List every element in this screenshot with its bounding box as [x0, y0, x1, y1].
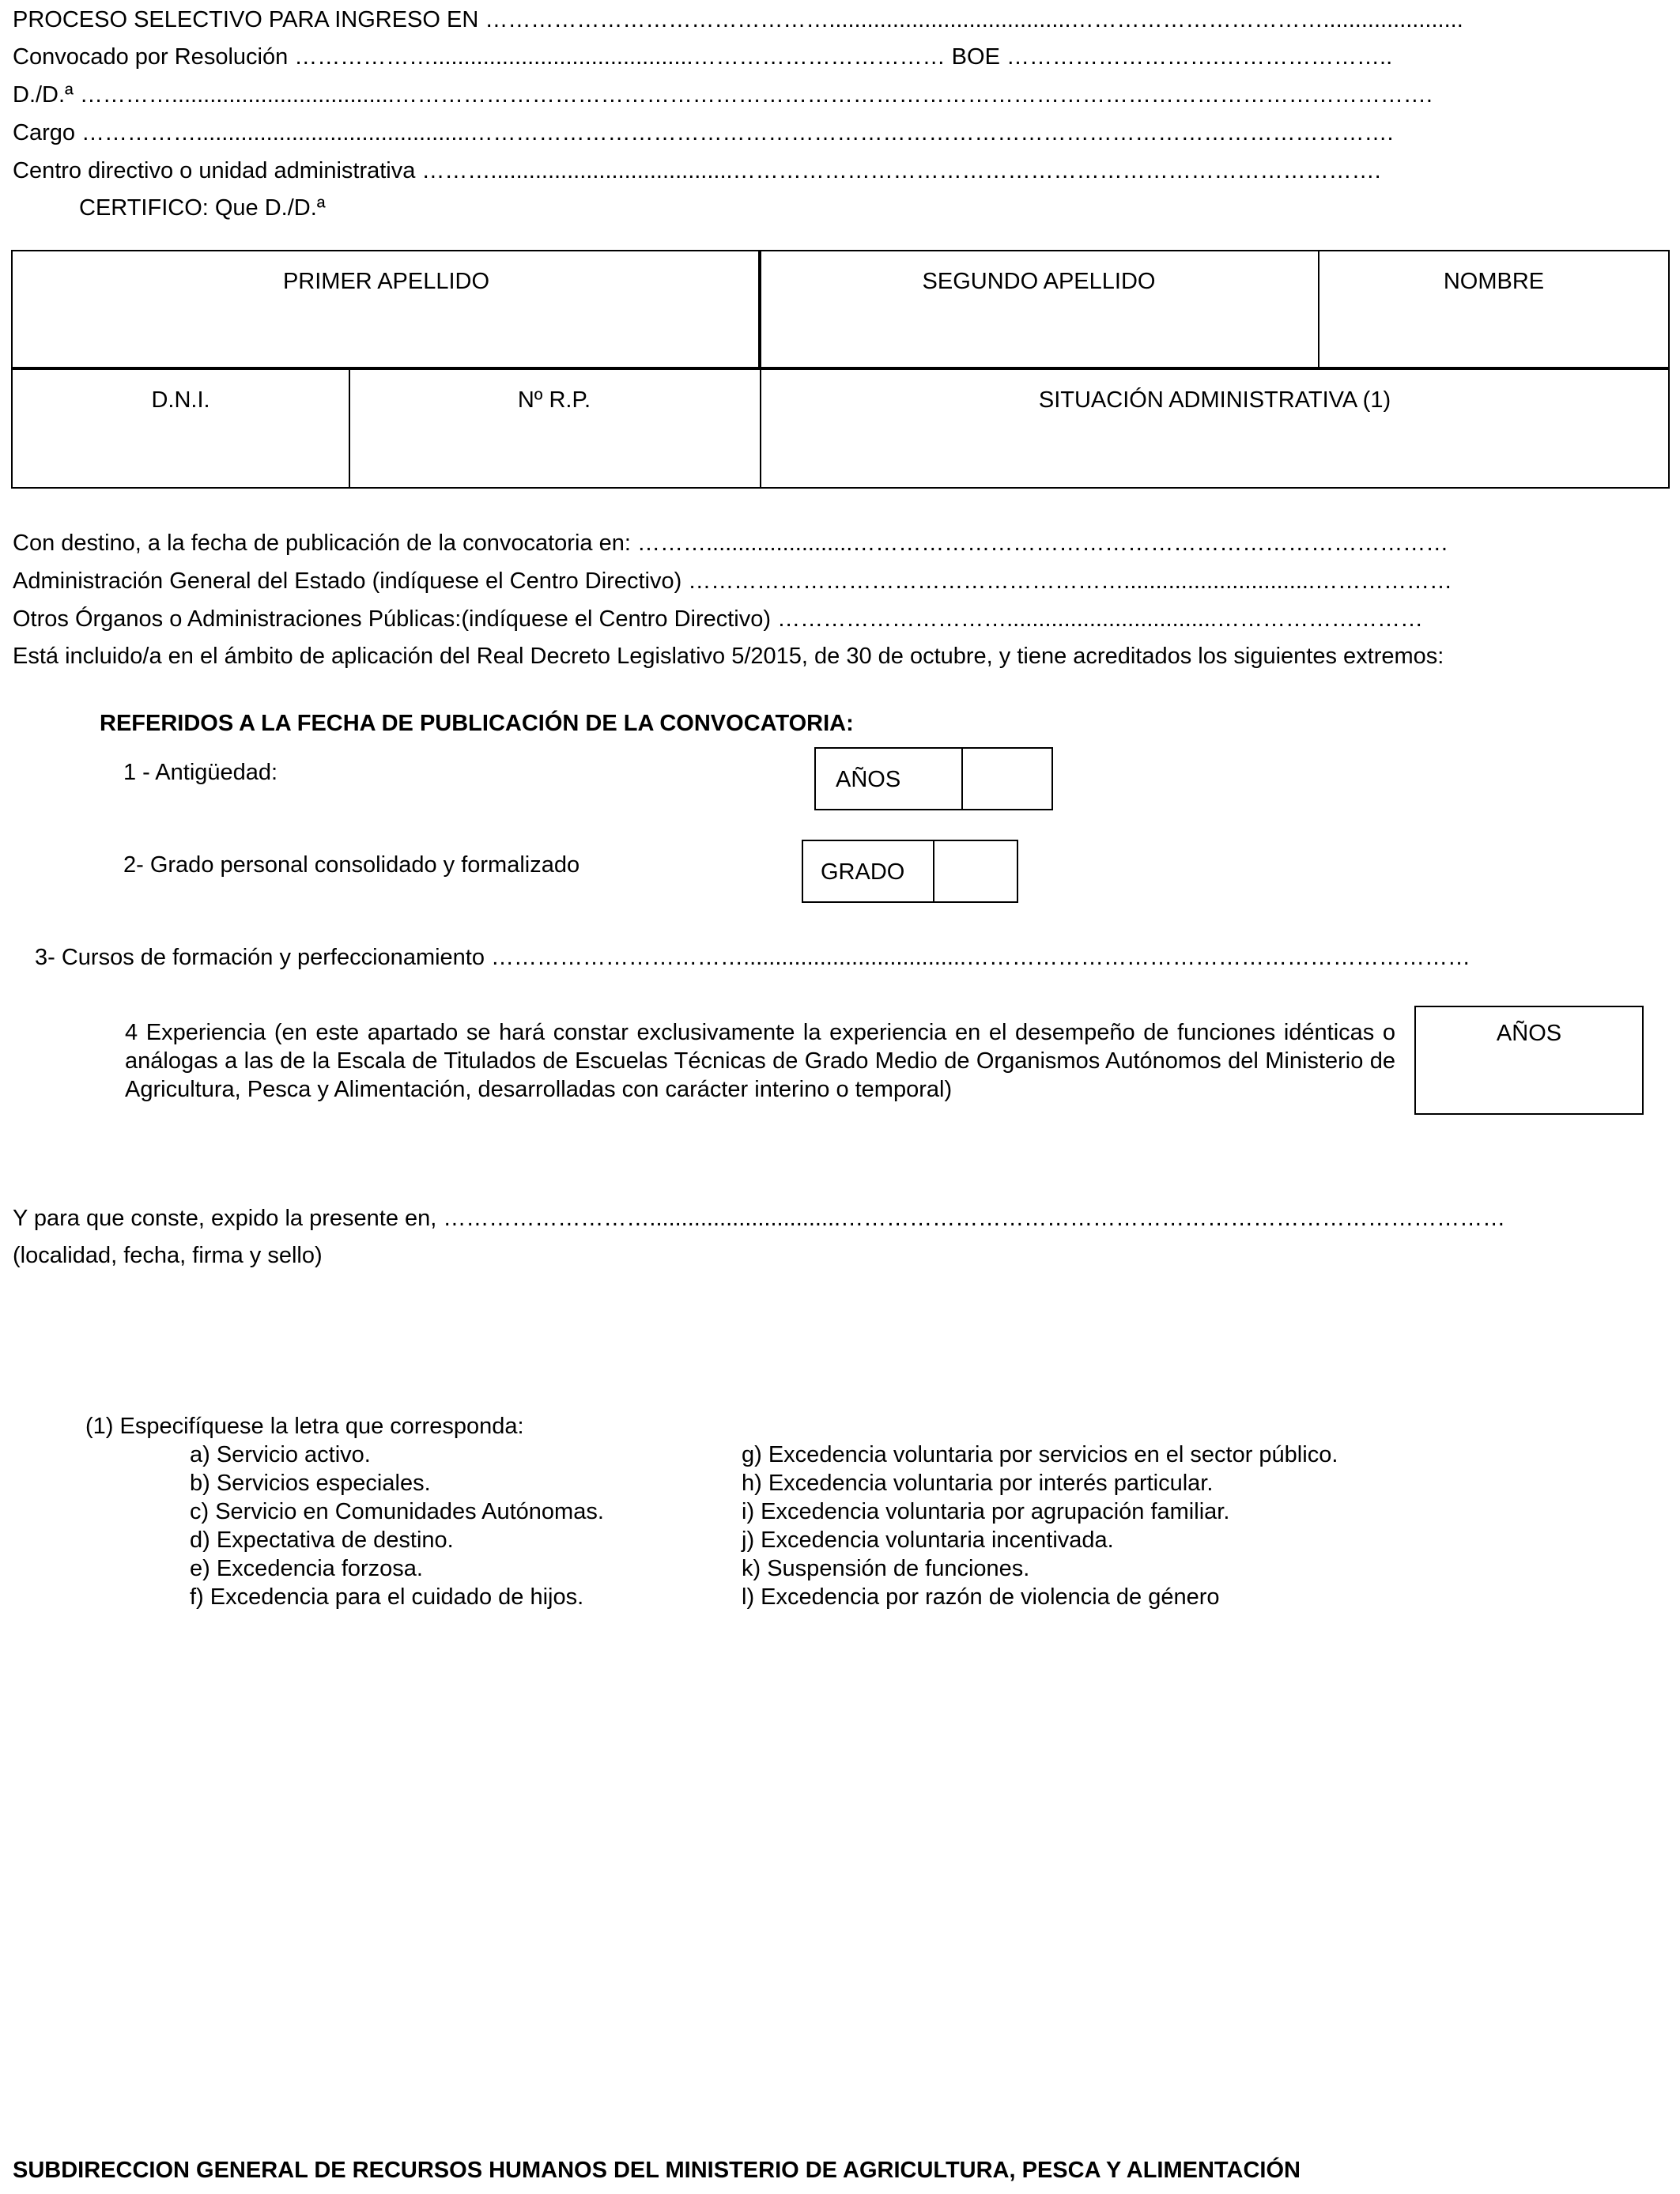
antiguedad-label: 1 - Antigüedad:: [123, 760, 278, 785]
legend-item: e) Excedencia forzosa.: [190, 1556, 423, 1581]
otros-line: Otros Órganos o Administraciones Públicas:(indíquese el Centro Directivo) ………………………….................................………………………: [13, 606, 1423, 632]
legend-item: g) Excedencia voluntaria por servicios en el sector público.: [742, 1442, 1338, 1467]
segundo-apellido-header: SEGUNDO APELLIDO: [922, 269, 1156, 294]
footer-text: SUBDIRECCION GENERAL DE RECURSOS HUMANOS DEL MINISTERIO DE AGRICULTURA, PESCA Y ALIMENTACIÓN: [13, 2158, 1301, 2183]
conste-line: Y para que conste, expido la presente en, ………………………..............................……………………………………………………………………………: [13, 1206, 1506, 1231]
situacion-header: SITUACIÓN ADMINISTRATIVA (1): [1038, 387, 1391, 413]
anos-label: AÑOS: [836, 767, 901, 792]
convocado-line: Convocado por Resolución ……………….........................................…………………………… BOE ……………………….…………………..: [13, 44, 1393, 70]
primer-apellido-header: PRIMER APELLIDO: [282, 269, 490, 294]
legend-item: d) Expectativa de destino.: [190, 1527, 454, 1553]
experiencia-text: 4 Experiencia (en este apartado se hará constar exclusivamente la experiencia en el desempeño de funciones idénticas o análogas a las de la Escala de Titulados de Escuelas Técnicas de Grado Medio de Organismos Autónomos del Ministerio de Agricultura, Pesca y Alimentación, desarrolladas con carácter interino o temporal): [125, 1020, 1395, 1102]
legend-item: l) Excedencia por razón de violencia de género: [742, 1584, 1220, 1610]
legend-item: h) Excedencia voluntaria por interés particular.: [742, 1471, 1214, 1496]
legend-title: (1) Especifíquese la letra que corresponda:: [85, 1414, 524, 1439]
nombre-header: NOMBRE: [1443, 269, 1545, 294]
grado-label: GRADO: [821, 859, 905, 885]
dni-header: D.N.I.: [151, 387, 210, 413]
grado-box: [802, 840, 1018, 903]
legend-item: a) Servicio activo.: [190, 1442, 371, 1467]
centro-line: Centro directivo o unidad administrativa ………......................................………………………………………………………………………….: [13, 158, 1381, 183]
cargo-line: Cargo ……………...........................................………………………………………………………………………………………………………….: [13, 120, 1394, 145]
proceso-line: PROCESO SELECTIVO PARA INGRESO EN ………………………………………......................................……………………………......................: [13, 7, 1463, 32]
experiencia-box: [1414, 1006, 1644, 1115]
cursos-line: 3- Cursos de formación y perfeccionamiento ……………………………...................................…………………………………………………………: [35, 945, 1471, 970]
referidos-title: REFERIDOS A LA FECHA DE PUBLICACIÓN DE LA CONVOCATORIA:: [100, 711, 854, 736]
legend-item: k) Suspensión de funciones.: [742, 1556, 1030, 1581]
nrp-header: Nº R.P.: [517, 387, 591, 413]
incluido-line: Está incluido/a en el ámbito de aplicación del Real Decreto Legislativo 5/2015, de 30 de octubre, y tiene acreditados los siguientes extremos:: [13, 644, 1444, 669]
legend-left-column: [190, 1441, 604, 1611]
legend-item: j) Excedencia voluntaria incentivada.: [742, 1527, 1114, 1553]
legend-item: i) Excedencia voluntaria por agrupación familiar.: [742, 1499, 1230, 1524]
legend-right-column: [742, 1441, 1338, 1611]
grado-personal-label: 2- Grado personal consolidado y formalizado: [123, 852, 580, 878]
dd-line: D./D.ª …………...................................……………………………………………………………………………………………………………………….: [13, 82, 1433, 108]
antiguedad-box: [814, 747, 1053, 810]
localidad-label: (localidad, fecha, firma y sello): [13, 1243, 323, 1268]
age-line: Administración General del Estado (indíquese el Centro Directivo) …………………………………………………..............................………………: [13, 568, 1453, 594]
legend-item: f) Excedencia para el cuidado de hijos.: [190, 1584, 584, 1610]
certifico-label: CERTIFICO: Que D./D.ª: [79, 195, 326, 221]
con-destino-line: Con destino, a la fecha de publicación de la convocatoria en: ……….......................……………………………………………………………………: [13, 531, 1449, 556]
legend-item: b) Servicios especiales.: [190, 1471, 431, 1496]
identification-table: [11, 250, 1670, 489]
anos-exp-label: AÑOS: [1496, 1021, 1562, 1046]
legend-item: c) Servicio en Comunidades Autónomas.: [190, 1499, 604, 1524]
